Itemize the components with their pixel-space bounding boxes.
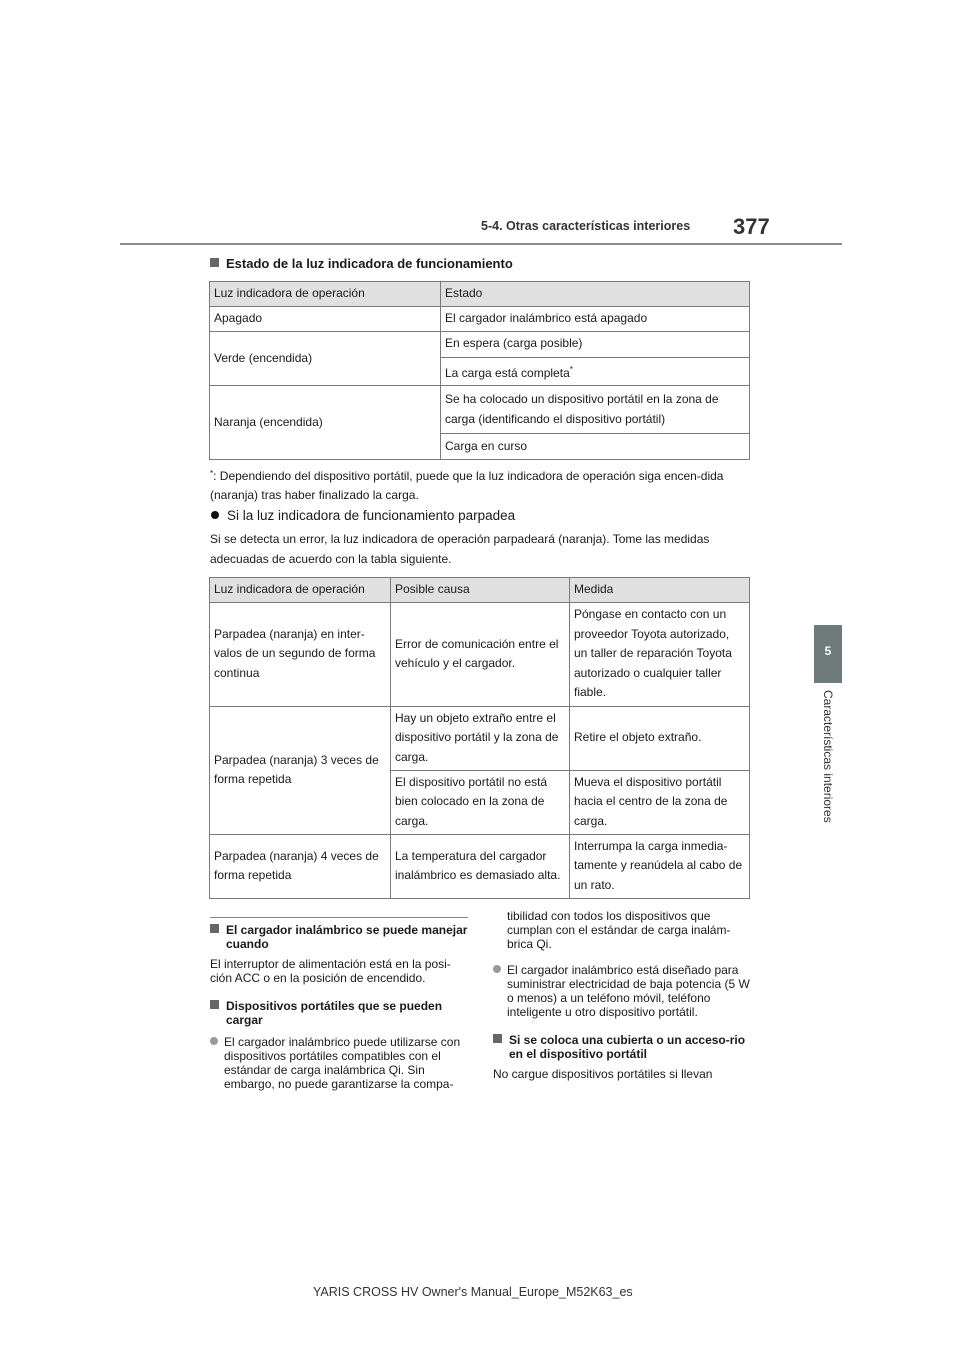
table-cell: Interrumpa la carga inmedia-tamente y reanúdela al cabo de un rato. [570,834,750,898]
square-bullet-icon [210,1000,219,1009]
table-header: Luz indicadora de operación [210,282,441,307]
note-bullet: El cargador inalámbrico puede utilizarse con dispositivos portátiles compatibles con el estándar de carga inalámbrica Qi. Sin embargo, no puede garantizarse la compa- [210,1035,468,1091]
table-cell: Retire el objeto extraño. [570,706,750,770]
table-cell: Naranja (encendida) [210,386,441,460]
table-cell: Parpadea (naranja) 4 veces de forma repetida [210,834,391,898]
section1-title: Estado de la luz indicadora de funcionamiento [210,256,513,271]
table-cell: Parpadea (naranja) en inter-valos de un segundo de forma continua [210,602,391,706]
page-number: 377 [733,214,770,239]
note-bullet: El cargador inalámbrico está diseñado para suministrar electricidad de baja potencia (5 W o menos) a un teléfono móvil, teléfono inteligente u otro dispositivo portátil. [493,963,751,1019]
note-heading: El cargador inalámbrico se puede manejar cuando [210,923,468,951]
notes-left-column [210,923,468,1091]
header-rule [120,243,842,245]
table-cell: La carga está completa* [441,357,750,386]
table-cell: En espera (carga posible) [441,331,750,357]
table-cell: Mueva el dispositivo portátil hacia el centro de la zona de carga. [570,770,750,834]
troubleshooting-table [209,577,750,899]
table-header: Estado [441,282,750,307]
note-heading: Dispositivos portátiles que se pueden cargar [210,999,468,1027]
bullet-icon [210,1037,218,1045]
note-heading: Si se coloca una cubierta o un acceso-rio en el dispositivo portátil [493,1033,751,1061]
status-table [209,281,750,460]
table-cell: La temperatura del cargador inalámbrico es demasiado alta. [391,834,570,898]
table-cell: Carga en curso [441,434,750,460]
table-cell: Error de comunicación entre el vehículo y el cargador. [391,602,570,706]
table-cell: Parpadea (naranja) 3 veces de forma repetida [210,706,391,834]
notes-rule [210,917,468,918]
notes-right-column [493,909,751,1081]
note-bullet-continued: tibilidad con todos los dispositivos que cumplan con el estándar de carga inalám-brica Qi. [507,909,731,951]
table-cell: El dispositivo portátil no está bien colocado en la zona de carga. [391,770,570,834]
page-footer: YARIS CROSS HV Owner's Manual_Europe_M52K63_es [313,1285,633,1299]
bullet-icon [493,965,501,973]
table-cell: Apagado [210,306,441,331]
table-cell: El cargador inalámbrico está apagado [441,306,750,331]
table-cell: Verde (encendida) [210,331,441,386]
section-header: 5-4. Otras características interiores [481,219,691,233]
chapter-tab: 5 [814,625,842,683]
note-body: No cargue dispositivos portátiles si llevan [493,1067,713,1081]
table-cell: Póngase en contacto con un proveedor Toyota autorizado, un taller de reparación Toyota autorizado o cualquier taller fiable. [570,602,750,706]
section2-title: Si la luz indicadora de funcionamiento parpadea [211,508,515,523]
square-bullet-icon [210,924,219,933]
note-body: El interruptor de alimentación está en la posi-ción ACC o en la posición de encendido. [210,957,451,985]
table-cell: Se ha colocado un dispositivo portátil en la zona de carga (identificando el dispositivo portátil) [441,386,750,434]
bullet-icon [211,511,219,519]
square-bullet-icon [493,1034,502,1043]
section2-intro: Si se detecta un error, la luz indicadora de operación parpadeará (naranja). Tome las medidas adecuadas de acuerdo con la tabla siguiente. [210,532,710,566]
table-header: Posible causa [391,578,570,603]
table-cell: Hay un objeto extraño entre el dispositivo portátil y la zona de carga. [391,706,570,770]
footnote: *: Dependiendo del dispositivo portátil, puede que la luz indicadora de operación siga encen-dida (naranja) tras haber finalizado la carga. [210,469,724,502]
table-header: Medida [570,578,750,603]
square-bullet-icon [210,258,219,267]
chapter-label: Características interiores [821,690,835,823]
table-header: Luz indicadora de operación [210,578,391,603]
